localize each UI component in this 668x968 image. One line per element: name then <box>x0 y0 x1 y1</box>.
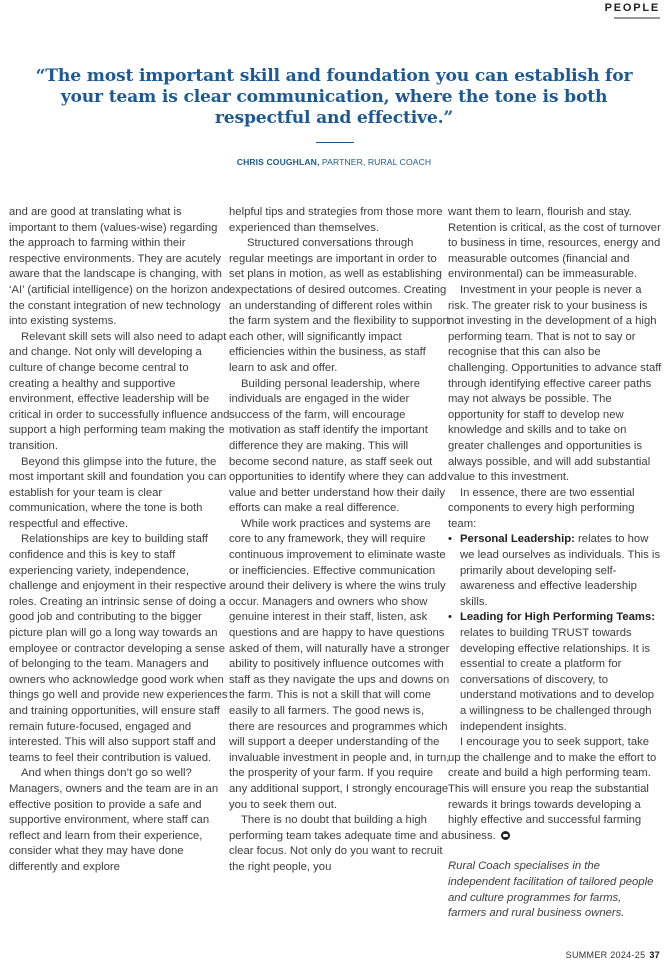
paragraph: and are good at translating what is important to them (values-wise) regarding the approach to farming within their respective environments. They are acutely aware that the landscape is changing, with ‘AI’ (artificial intelligence) on the horizon and the constant integration of new technology into existing systems. <box>9 206 230 328</box>
section-tag-underline <box>614 17 660 19</box>
paragraph <box>448 735 662 844</box>
paragraph: want them to learn, flourish and stay. Retention is critical, as the cost of turnover to business in time, resources, energy and measurable outcomes (financial and environmental) can be immeasurable. <box>448 206 661 281</box>
list-item-term: Personal Leadership: <box>460 533 575 546</box>
list-item-text: relates to how we lead ourselves as individuals. This is primarily about developing self-awareness and effective leadership skills. <box>460 533 661 608</box>
paragraph-text: I encourage you to seek support, take up the challenge and to make the effort to create and build a high performing team. This will ensure you reap the substantial rewards it brings towards developing a highly effective and successful farming business. <box>448 736 657 842</box>
paragraph: There is no doubt that building a high performing team takes adequate time and a clear focus. Not only do you want to recruit the right people, you <box>229 814 448 873</box>
component-list <box>448 532 662 735</box>
article-column-1 <box>9 205 231 876</box>
paragraph: While work practices and systems are core to any framework, they will require continuous improvement to eliminate waste or inefficiencies. Effective communication around their delivery is where the wins truly occur. Managers and owners who show genuine interest in their staff, listen, ask questions and are happy to have questions asked of them, will naturally have a stronger ability to positively influence outcomes with staff as they navigate the ups and downs on the farm. This is not a skill that will come easily to all farmers. The good news is, there are resources and programmes which will support a deeper understanding of the invaluable investment in people and, in turn, the prosperity of your farm. If you require any additional support, I strongly encourage you to seek them out. <box>229 517 450 811</box>
page-footer <box>566 950 660 960</box>
paragraph: Building personal leadership, where individuals are engaged in the wider success of the farm, will encourage motivation as staff identify the important difference they are making. This will become second nature, as staff seek out opportunities to identify where they can add value and better understand how their daily efforts can make a real difference. <box>229 377 447 515</box>
pull-quote: “The most important skill and foundation you can establish for your team is clear communication, where the tone is both respectful and effective.” <box>35 66 633 128</box>
paragraph: Relevant skill sets will also need to adapt and change. Not only will developing a culture of change become central to creating a healthy and supportive environment, effective leadership will be critical in order to successfully influence and support a high performing team making the transition. <box>9 330 230 452</box>
list-item <box>448 610 662 735</box>
paragraph: helpful tips and strategies from those more experienced than themselves. <box>229 206 443 234</box>
issue-label: SUMMER 2024-25 <box>565 950 646 960</box>
list-item <box>448 532 662 610</box>
paragraph: Beyond this glimpse into the future, the most important skill and foundation you can establish for your team is clear communication, where the tone is both respectful and effective. <box>9 455 227 530</box>
paragraph: Relationships are key to building staff confidence and this is key to staff experiencing variety, independence, challenge and enjoyment in their respective roles. Creating an intrinsic sense of doing a good job and contributing to the bigger picture plan will go a long way towards an employee or contractor developing a sense of belonging to the team. Managers and owners who acknowledge good work when things go well and provide new experiences and training opportunities, will ensure staff remain future-focused, engaged and interested. This will also support staff and teams to feel their contribution is valued. <box>9 533 228 764</box>
paragraph: In essence, there are two essential components to every high performing team: <box>448 486 635 530</box>
paragraph: Structured conversations through regular meetings are important in order to set plans in motion, as well as establishing expectations of desired outcomes. Creating an understanding of different roles within the farm system and the flexibility to support each other, will significantly impact efficiencies within the business, as staff learn to ask and offer. <box>229 237 450 374</box>
list-item-term: Leading for High Performing Teams: <box>460 611 655 624</box>
end-of-article-icon <box>501 831 510 840</box>
quote-attribution <box>0 157 668 167</box>
quote-author: CHRIS COUGHLAN, <box>236 157 320 167</box>
quote-divider <box>316 142 354 143</box>
section-tag: PEOPLE <box>604 2 660 14</box>
paragraph: Investment in your people is never a risk. The greater risk to your business is not investing in the development of a high performing team. That is not to say or recognise that this can also be challenging. Opportunities to advance staff through identifying effective career paths may not always be possible. The opportunity for staff to develop new knowledge and skills and to take on greater challenges and opportunities is always possible, and will add substantial value to this investment. <box>448 283 662 484</box>
page-number: 37 <box>649 950 660 960</box>
quote-author-role: PARTNER, RURAL COACH <box>319 157 432 167</box>
article-column-2 <box>229 205 451 876</box>
article-column-3 <box>448 205 662 922</box>
paragraph: And when things don’t go so well? Managers, owners and the team are in an effective position to provide a safe and supportive environment, where staff can reflect and learn from their experience, consider what they may have done differently and explore <box>9 767 219 873</box>
author-blurb: Rural Coach specialises in the independent facilitation of tailored people and culture programmes for farms, farmers and rural business owners. <box>448 860 654 920</box>
list-item-text: relates to building TRUST towards developing effective relationships. It is essential to create a platform for conversations of discovery, to understand motivations and to develop a willingness to be challenged through independent insights. <box>460 627 655 733</box>
